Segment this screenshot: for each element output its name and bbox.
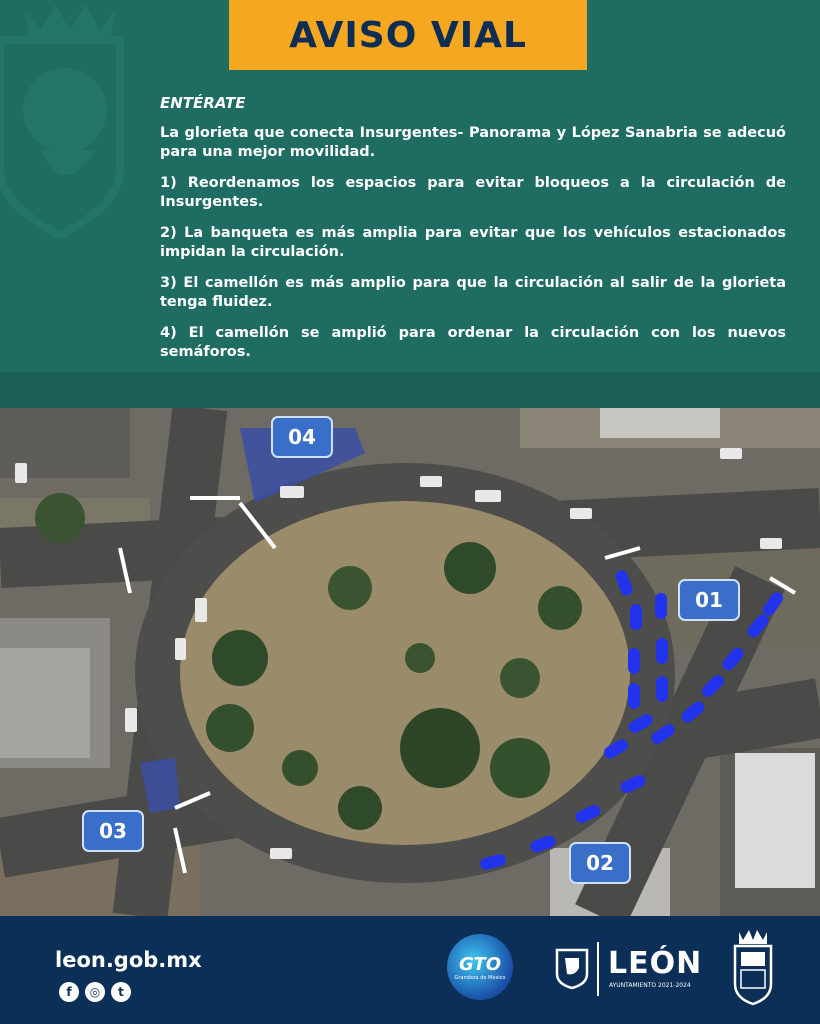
marker-02-label: 02 [586,851,614,875]
gto-logo-text: GTO [458,953,502,975]
marker-01-label: 01 [695,588,723,612]
twitter-icon[interactable]: t [111,982,131,1002]
instagram-icon[interactable]: ◎ [85,982,105,1002]
facebook-icon[interactable]: f [59,982,79,1002]
marker-03-badge [82,810,144,852]
kicker: ENTÉRATE [160,94,246,112]
title-banner [229,0,587,70]
logo-divider [597,942,599,996]
city-subtitle: AYUNTAMIENTO 2021-2024 [609,982,691,989]
notice-content [160,94,786,374]
point-1: 1) Reordenamos los espacios para evitar bloqueos a la circulación de Insurgentes. [160,175,786,210]
footer [0,916,820,1024]
roundabout-aerial-map [0,408,820,916]
marker-03-label: 03 [99,819,127,843]
notice-panel [0,0,820,408]
gto-logo-tagline: Grandeza de México [454,974,506,981]
marker-04-badge [271,416,333,458]
marker-04-label: 04 [288,425,316,449]
website-link[interactable]: leon.gob.mx [55,948,202,972]
marker-02-badge [569,842,631,884]
marker-01-badge [678,579,740,621]
point-3: 3) El camellón es más amplio para que la circulación al salir de la glorieta tenga fluidez. [160,275,786,310]
point-2: 2) La banqueta es más amplia para evitar que los vehículos estacionados impidan la circulación. [160,225,786,260]
leon-shield-icon [555,946,589,990]
lion-crest-watermark-icon [0,0,150,240]
panel-bottom-band [0,372,820,408]
social-links [59,982,131,1002]
city-name: LEÓN [608,946,703,981]
gto-logo [447,934,513,1000]
coat-of-arms-icon [729,928,777,1008]
page-title: AVISO VIAL [289,14,527,56]
intro-paragraph: La glorieta que conecta Insurgentes- Panorama y López Sanabria se adecuó para una mejor movilidad. [160,125,786,160]
point-4: 4) El camellón se amplió para ordenar la circulación con los nuevos semáforos. [160,325,786,360]
